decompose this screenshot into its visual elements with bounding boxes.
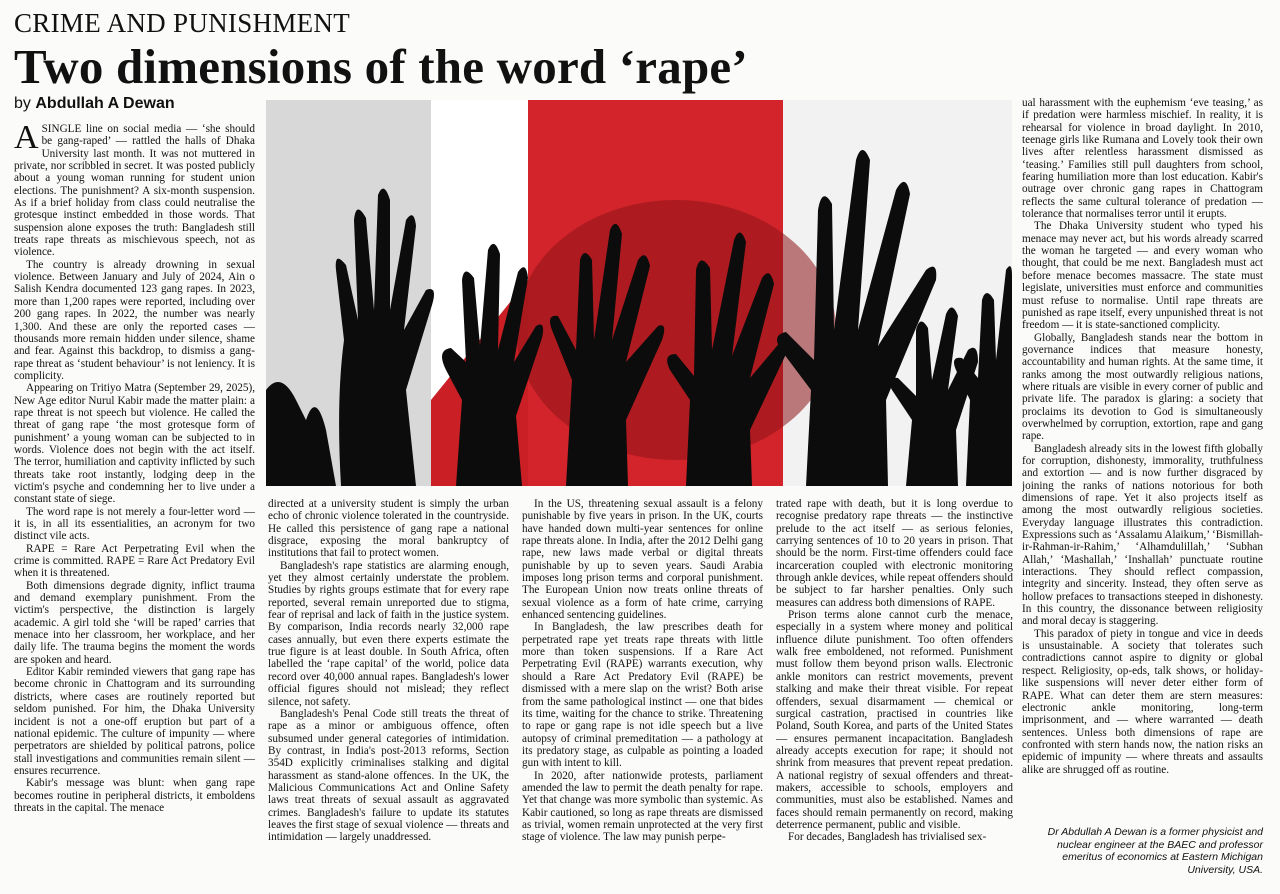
- paragraph: Globally, Bangladesh stands near the bottom in governance indices that measure honesty, accountability and human rights. At the same time, it ranks among the most outwardly religious nations, where rituals are visible in every corner of public and private life. The paradox is glaring: a society that proclaims its devotion to God is simultaneously overwhelmed by corruption, extortion, rape and gang rape.: [1022, 331, 1263, 443]
- column-3: [522, 498, 763, 893]
- paragraph: The Dhaka University student who typed his menace may never act, but his words already scarred the woman he targeted — and every woman who thought, that could be me next. Bangladesh must act before menace becomes massacre. The state must legislate, universities must enforce and communities must refuse to normalise. Until rape threats are punished as rape itself, every unpunished threat is not freedom — it is state-sanctioned complicity.: [1022, 220, 1263, 332]
- author-bio: Dr Abdullah A Dewan is a former physicist and nuclear engineer at the BAEC and professor emeritus of economics at Eastern Michigan University, USA.: [1047, 826, 1263, 876]
- author-name: Abdullah A Dewan: [35, 95, 175, 112]
- paragraph: Both dimensions degrade dignity, inflict trauma and demand exemplary punishment. From the victim's perspective, the distinction is largely academic. A girl told she ‘will be raped’ carries that menace into her classroom, her workplace, and her daily life. The trauma begins the moment the words are spoken and heard.: [14, 579, 255, 666]
- paragraph: For decades, Bangladesh has trivialised sex-: [788, 831, 987, 844]
- paragraph: trated rape with death, but it is long overdue to recognise predatory rape threats — the instinctive prelude to the act itself — as serious felonies, carrying sentences of 10 to 20 years in prison. That should be the norm. First-time offenders could face incarceration coupled with electronic monitoring through ankle devices, while repeat offenders should be subject to far harsher penalties. Only such measures can address both dimensions of RAPE.: [776, 498, 1013, 609]
- paragraph: In 2020, after nationwide protests, parliament amended the law to permit the death penalty for rape. Yet that change was more symbolic than systemic. As Kabir cautioned, so long as rape threats are dismissed as trivial, women remain unprotected at the very first stage of violence. The law may punish perpe-: [522, 769, 763, 844]
- paragraph: Bangladesh already sits in the lowest fifth globally for corruption, dishonesty, immorality, truthfulness and extortion — and is now further disgraced by joining the ranks of nations notorious for both dimensions of rape. Yet it also projects itself as among the most outwardly religious societies. Everyday language illustrates this contradiction. Expressions such as ‘Assalamu Alaikum,’ ‘Bismillah-ir-Rahman-ir-Rahim,’ ‘Alhamdulillah,’ ‘Subhan Allah,’ ‘Mashallah,’ ‘Inshallah’ punctuate routine interactions. They should reflect compassion, integrity and sincerity. Instead, they often serve as hollow prefaces to transactions steeped in dishonesty. In this country, the dissonance between religiosity and moral decay is staggering.: [1022, 442, 1263, 628]
- paragraph: In the US, threatening sexual assault is a felony punishable by five years in prison. In the UK, courts have handed down multi-year sentences for online rape threats alone. In India, after the 2012 Delhi gang rape, new laws made verbal or digital threats punishable by up to seven years. Saudi Arabia imposes long prison terms and corporal punishment. The European Union now treats online threats of sexual violence as a form of hate crime, carrying enhanced sentencing guidelines.: [522, 498, 763, 622]
- paragraph: Bangladesh's Penal Code still treats the threat of rape as a minor or ambiguous offence, often subsumed under general categories of intimidation. By contrast, in India's post-2013 reforms, Section 354D explicitly criminalises stalking and digital harassment as stand-alone offences. In the UK, the Malicious Communications Act and Online Safety laws treat threats of sexual assault as aggravated crimes. Bangladesh's failure to update its statutes leaves the first stage of sexual violence — threats and intimidation — largely unaddressed.: [268, 707, 509, 844]
- article-photo: [266, 100, 1012, 486]
- paragraph: directed at a university student is simply the urban echo of chronic violence tolerated in the countryside. He called this persistence of gang rape a national disgrace, exposing the moral bankruptcy of institutions that fail to protect women.: [268, 498, 509, 560]
- column-4: [776, 498, 1013, 893]
- paragraph: This paradox of piety in tongue and vice in deeds is unsustainable. A society that tolerates such contradictions cannot aspire to dignity or global respect. Religiosity, op-eds, talk shows, or holiday-like suspensions will never deter either form of RAPE. What can deter them are stern measures: electronic ankle monitoring, long-term imprisonment, and — where warranted — death sentences. Unless both dimensions of rape are confronted with stern hands now, the nation risks an epidemic of impunity — where threats and assaults alike are shrugged off as routine.: [1022, 627, 1263, 776]
- paragraph: The word rape is not merely a four-letter word — it is, in all its essentialities, an acronym for two distinct vile acts.: [14, 505, 255, 543]
- paragraph: ASINGLE line on social media — ‘she should be gang-raped’ — rattled the halls of Dhaka University last month. It was not muttered in private, nor scribbled in secret. It was posted publicly about a young woman running for student union elections. The punishment? A six-month suspension. As if a brief holiday from class could neutralise the grotesque instinct embedded in those words. That suspension alone exposes the truth: Bangladesh still treats rape threats as mischievous speech, not as violence.: [14, 123, 255, 259]
- paragraph: Editor Kabir reminded viewers that gang rape has become chronic in Chattogram and its surrounding districts, where cases are routinely reported but seldom punished. For him, the Dhaka University incident is not a one-off eruption but part of a national epidemic. The culture of impunity — where perpetrators are shielded by political patrons, police stall investigations and communities remain silent — ensures recurrence.: [14, 666, 255, 777]
- raised-hands-illustration: [266, 100, 1012, 486]
- paragraph: ual harassment with the euphemism ‘eve teasing,’ as if predation were harmless mischief. In reality, it is rehearsal for violence in broad daylight. In 2010, teenage girls like Rumana and Lovely took their own lives after relentless harassment dismissed as ‘teasing.’ Families still pull daughters from school, fearing humiliation more than lost education. Kabir's outrage over chronic gang rapes in Chattogram reflects the same cultural tolerance of predation — tolerance that normalises terror until it erupts.: [1022, 97, 1263, 221]
- column-1: [14, 123, 255, 893]
- column-2: [268, 498, 509, 893]
- section-kicker: CRIME AND PUNISHMENT: [14, 8, 351, 38]
- paragraph: The country is already drowning in sexual violence. Between January and July of 2024, Ain o Salish Kendra documented 123 gang rapes. In 2023, more than 1,200 rapes were reported, including over 200 gang rapes. In 2022, the number was nearly 1,300. And these are only the reported cases — thousands more remain hidden under silence, shame and fear. Against this backdrop, to dismiss a gang-rape threat as ‘student behaviour’ is not leniency. It is complicity.: [14, 258, 255, 382]
- byline-prefix: by: [14, 95, 31, 112]
- paragraph: Bangladesh's rape statistics are alarming enough, yet they almost certainly understate the problem. Studies by rights groups estimate that for every rape reported, several remain unreported due to stigma, fear of reprisal and lack of faith in the justice system. By comparison, India records nearly 32,000 rape cases annually, but even there experts estimate the true figure is at least double. In South Africa, often labelled the ‘rape capital’ of the world, police data record over 40,000 annual rapes. Bangladesh's lower official figures should not mislead; they reflect silence, not safety.: [268, 559, 509, 708]
- byline: [14, 95, 175, 113]
- column-5: [1022, 97, 1263, 827]
- paragraph: Prison terms alone cannot curb the menace, especially in a system where money and political influence dilute punishment. Too often offenders walk free emboldened, not reformed. Punishment must follow them beyond prison walls. Electronic ankle monitors can restrict movements, prevent stalking and make their threat visible. For repeat offenders, sexual disarmament — chemical or surgical castration, practised in countries like Poland, South Korea, and parts of the United States — ensures permanent incapacitation. Bangladesh already accepts execution for rape; it should not shrink from measures that prevent repeat predation. A national registry of sexual offenders and threat-makers, accessible to schools, employers and communities, must also be established. Names and faces should remain permanently on record, making deterrence permanent, public and visible.: [776, 609, 1013, 831]
- headline: Two dimensions of the word ‘rape’: [14, 39, 748, 94]
- paragraph: In Bangladesh, the law prescribes death for perpetrated rape yet treats rape threats with little more than token suspensions. If a Rare Act Perpetrating Evil (RAPE) warrants execution, why should a Rare Act Predatory Evil (RAPE) be dismissed with a mere slap on the wrist? Both arise from the same pathological instinct — one that bides its time, waiting for the chance to strike. Threatening to rape or gang rape is not idle speech but a live autopsy of criminal premeditation — a pathology at its predatory stage, as culpable as pointing a loaded gun with intent to kill.: [522, 621, 763, 770]
- paragraph: Kabir's message was blunt: when gang rape becomes routine in peripheral districts, it emboldens threats in the capital. The menace: [14, 777, 255, 814]
- paragraph: RAPE = Rare Act Perpetrating Evil when the crime is committed. RAPE = Rare Act Predatory Evil when it is threatened.: [14, 542, 255, 580]
- paragraph: Appearing on Tritiyo Matra (September 29, 2025), New Age editor Nurul Kabir made the matter plain: a rape threat is not speech but violence. He called the threat of gang rape ‘the most grotesque form of punishment’ a young woman can be subjected to in words. Violence does not begin with the act itself. The terror, humiliation and captivity inflicted by such threats take root instantly, lodging deep in the victim's psyche and condemning her to live under a constant state of siege.: [14, 382, 255, 506]
